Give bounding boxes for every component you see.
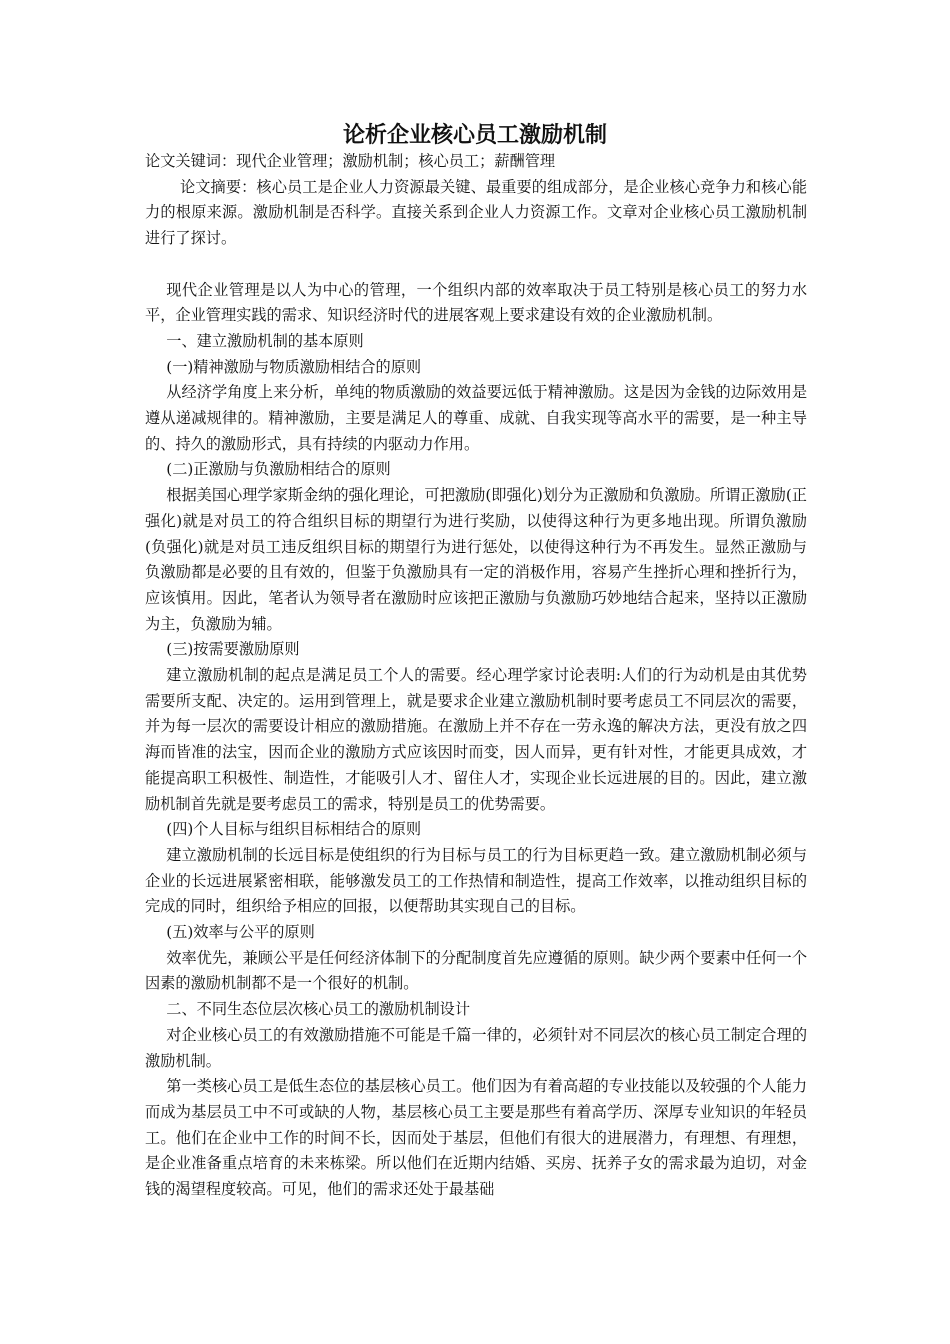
body-paragraph: 根据美国心理学家斯金纳的强化理论，可把激励(即强化)划分为正激励和负激励。所谓正激励(正强化)就是对员工的符合组织目标的期望行为进行奖励，以使得这种行为更多地出现。所谓负激励(负强化)就是对员工违反组织目标的期望行为进行惩处，以使得这种行为不再发生。显然正激励与负激励都是必要的且有效的，但鉴于负激励具有一定的消极作用，容易产生挫折心理和挫折行为，应该慎用。因此，笔者认为领导者在激励时应该把正激励与负激励巧妙地结合起来，坚持以正激励为主，负激励为辅。: [145, 486, 807, 633]
section-heading: 二、不同生态位层次核心员工的激励机制设计: [166, 1000, 471, 1019]
body-paragraph: 效率优先，兼顾公平是任何经济体制下的分配制度首先应遵循的原则。缺少两个要素中任何一个因素的激励机制都不是一个很好的机制。: [145, 948, 807, 993]
body-paragraph: 建立激励机制的长远目标是使组织的行为目标与员工的行为目标更趋一致。建立激励机制必须与企业的长远进展紧密相联，能够激发员工的工作热情和制造性，提高工作效率，以推动组织目标的完成的同时，组织给予相应的回报，以便帮助其实现自己的目标。: [145, 845, 807, 916]
abstract-paragraph: 论文摘要：核心员工是企业人力资源最关键、最重要的组成部分，是企业核心竞争力和核心能力的根原来源。激励机制是否科学。直接关系到企业人力资源工作。文章对企业核心员工激励机制进行了探讨。: [145, 177, 807, 248]
keywords-line: 论文关键词：现代企业管理；激励机制；核心员工；薪酬管理: [145, 152, 556, 170]
subsection-heading: (四)个人目标与组织目标相结合的原则: [166, 820, 422, 839]
body-paragraph: 建立激励机制的起点是满足员工个人的需要。经心理学家讨论表明:人们的行为动机是由其优势需要所支配、决定的。运用到管理上，就是要求企业建立激励机制时要考虑员工不同层次的需要，并为每一层次的需要设计相应的激励措施。在激励上并不存在一劳永逸的解决方法，更没有放之四海而皆准的法宝，因而企业的激励方式应该因时而变，因人而异，更有针对性，才能更具成效，才能提高职工积极性、制造性，才能吸引人才、留住人才，实现企业长远进展的目的。因此，建立激励机制首先就是要考虑员工的需求，特别是员工的优势需要。: [145, 666, 807, 813]
body-paragraph: 第一类核心员工是低生态位的基层核心员工。他们因为有着高超的专业技能以及较强的个人能力而成为基层员工中不可或缺的人物，基层核心员工主要是那些有着高学历、深厚专业知识的年轻员工。他们在企业中工作的时间不长，因而处于基层，但他们有很大的进展潜力，有理想、有理想，是企业准备重点培育的未来栋梁。所以他们在近期内结婚、买房、抚养子女的需求最为迫切，对金钱的渴望程度较高。可见，他们的需求还处于最基础: [145, 1077, 807, 1199]
subsection-heading: (三)按需要激励原则: [166, 640, 300, 659]
section-heading: 一、建立激励机制的基本原则: [166, 331, 364, 350]
subsection-heading: (一)精神激励与物质激励相结合的原则: [166, 357, 422, 376]
subsection-heading: (五)效率与公平的原则: [166, 923, 315, 942]
blank-line: [145, 252, 807, 278]
intro-paragraph: 现代企业管理是以人为中心的管理，一个组织内部的效率取决于员工特别是核心员工的努力水平，企业管理实践的需求、知识经济时代的进展客观上要求建设有效的企业激励机制。: [145, 280, 807, 325]
body-paragraph: 对企业核心员工的有效激励措施不可能是千篇一律的，必须针对不同层次的核心员工制定合理的激励机制。: [145, 1025, 807, 1070]
body-paragraph: 从经济学角度上来分析，单纯的物质激励的效益要远低于精神激励。这是因为金钱的边际效用是遵从递减规律的。精神激励，主要是满足人的尊重、成就、自我实现等高水平的需要，是一种主导的、持久的激励形式，具有持续的内驱动力作用。: [145, 383, 807, 453]
document-body: [145, 149, 807, 1203]
subsection-heading: (二)正激励与负激励相结合的原则: [166, 460, 391, 479]
document-title: 论析企业核心员工激励机制: [342, 122, 607, 148]
